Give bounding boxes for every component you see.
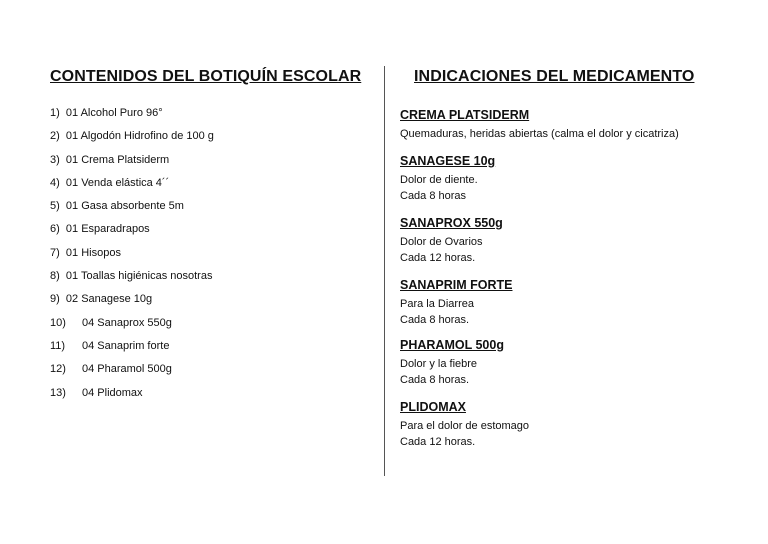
indications-title: INDICACIONES DEL MEDICAMENTO	[414, 68, 695, 85]
list-item: 5) 01 Gasa absorbente 5m	[50, 200, 184, 213]
column-divider	[384, 66, 385, 476]
med-name: PLIDOMAX	[400, 400, 466, 414]
med-entry-sanagese	[400, 154, 740, 204]
med-name: SANAPROX 550g	[400, 216, 503, 230]
list-item: 9) 02 Sanagese 10g	[50, 293, 153, 306]
med-dosage: Cada 12 horas.	[400, 252, 476, 264]
med-indication: Para la Diarrea	[400, 298, 474, 310]
list-item: 1) 01 Alcohol Puro 96°	[50, 107, 163, 119]
med-name: PHARAMOL 500g	[400, 338, 504, 352]
list-item: 12) 04 Pharamol 500g	[50, 363, 172, 376]
contents-column	[50, 68, 370, 399]
med-entry-pharamol	[400, 338, 740, 388]
med-entry-sanaprim-forte	[400, 278, 740, 328]
list-item: 8) 01 Toallas higiénicas nosotras	[50, 270, 213, 283]
list-item: 10) 04 Sanaprox 550g	[50, 316, 172, 329]
list-item: 4) 01 Venda elástica 4´´	[50, 176, 170, 189]
med-name: CREMA PLATSIDERM	[400, 108, 530, 122]
list-item: 11) 04 Sanaprim forte	[50, 339, 170, 352]
med-entry-crema-platsiderm	[400, 108, 740, 142]
med-dosage: Cada 12 horas.	[400, 436, 476, 448]
med-indication: Dolor de Ovarios	[400, 236, 483, 248]
med-dosage: Cada 8 horas	[400, 190, 467, 202]
contents-list	[50, 106, 214, 409]
med-entry-plidomax	[400, 400, 740, 450]
list-item: 2) 01 Algodón Hidrofino de 100 g	[50, 130, 214, 143]
med-indication: Dolor y la fiebre	[400, 358, 478, 370]
med-dosage: Cada 8 horas.	[400, 374, 470, 386]
list-item: 7) 01 Hisopos	[50, 246, 121, 259]
med-name: SANAGESE 10g	[400, 154, 496, 168]
list-item: 13) 04 Plidomax	[50, 386, 143, 399]
contents-title: CONTENIDOS DEL BOTIQUÍN ESCOLAR	[50, 68, 362, 85]
list-item: 6) 01 Esparadrapos	[50, 223, 150, 236]
med-indication: Quemaduras, heridas abiertas (calma el dolor y cicatriza)	[400, 128, 679, 140]
med-name: SANAPRIM FORTE	[400, 278, 513, 292]
med-indication: Dolor de diente.	[400, 174, 478, 186]
list-item: 3) 01 Crema Platsiderm	[50, 153, 170, 166]
med-indication: Para el dolor de estomago	[400, 420, 530, 432]
med-dosage: Cada 8 horas.	[400, 314, 470, 326]
med-entry-sanaprox	[400, 216, 740, 266]
